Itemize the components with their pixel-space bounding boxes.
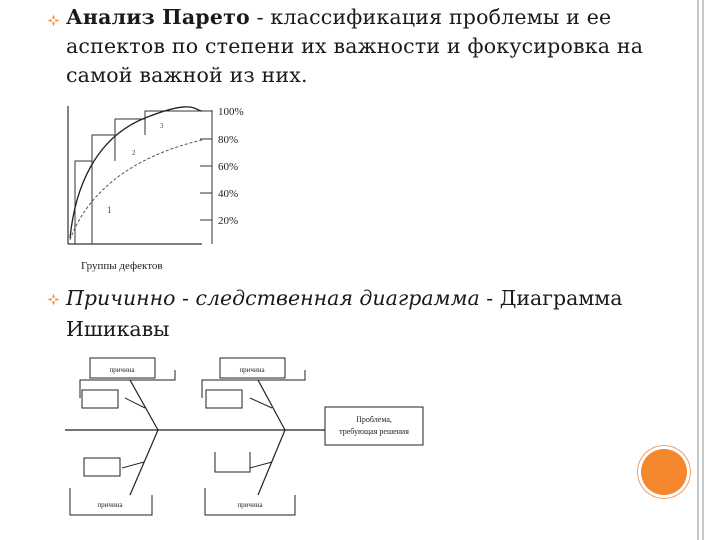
ishikawa-definition: - Диаграмма Ишикавы bbox=[66, 286, 623, 341]
sub-box-bottom-left bbox=[84, 458, 120, 476]
ishikawa-heading bbox=[66, 283, 686, 345]
pareto-region-label-1: 1 bbox=[107, 205, 112, 215]
problem-box bbox=[325, 407, 423, 445]
sub-box-top-left bbox=[82, 390, 118, 408]
pareto-percent-100: 100% bbox=[218, 106, 244, 118]
bullet-icon bbox=[47, 293, 60, 306]
pareto-percent-80: 80% bbox=[218, 134, 239, 146]
slide-border-outer bbox=[697, 0, 699, 540]
cause-label-top-left: причина bbox=[109, 366, 135, 374]
bullet-icon bbox=[47, 14, 60, 27]
pareto-region-label-2: 2 bbox=[132, 149, 136, 157]
pareto-step-outline bbox=[75, 111, 202, 244]
ishikawa-diagram bbox=[60, 350, 430, 520]
slide-border-inner bbox=[702, 0, 704, 540]
pareto-percent-40: 40% bbox=[218, 188, 239, 200]
branch-top-left bbox=[130, 380, 158, 430]
pareto-percent-60: 60% bbox=[218, 161, 239, 173]
sub-branch-bottom-right bbox=[250, 462, 272, 468]
sub-branch-bottom-left bbox=[122, 462, 144, 468]
pareto-dashed-curve bbox=[70, 140, 202, 240]
decorative-orange-circle bbox=[641, 449, 687, 495]
ishikawa-term: Причинно - следственная диаграмма bbox=[66, 286, 480, 310]
pareto-region-label-3: 3 bbox=[160, 122, 164, 130]
pareto-percent-20: 20% bbox=[218, 215, 239, 227]
pareto-description bbox=[66, 3, 666, 90]
pareto-x-label: Группы дефектов bbox=[81, 260, 163, 272]
problem-text-line1: Проблема, bbox=[356, 415, 392, 424]
cause-label-top-right: причина bbox=[239, 366, 265, 374]
problem-text-line2: требующая решения bbox=[339, 427, 409, 436]
pareto-cumulative-curve bbox=[70, 107, 202, 238]
sub-branch-top-left bbox=[125, 398, 145, 408]
pareto-term: Анализ Парето bbox=[66, 5, 250, 29]
cause-label-bottom-left: причина bbox=[97, 501, 123, 509]
branch-top-right bbox=[258, 380, 285, 430]
cause-label-bottom-right: причина bbox=[237, 501, 263, 509]
pareto-chart bbox=[55, 98, 270, 278]
sub-box-bottom-right bbox=[215, 452, 250, 472]
sub-box-top-right bbox=[206, 390, 242, 408]
pareto-definition: - классификация проблемы и ее аспектов по степени их важности и фокусировка на самой важной из них. bbox=[66, 5, 644, 87]
